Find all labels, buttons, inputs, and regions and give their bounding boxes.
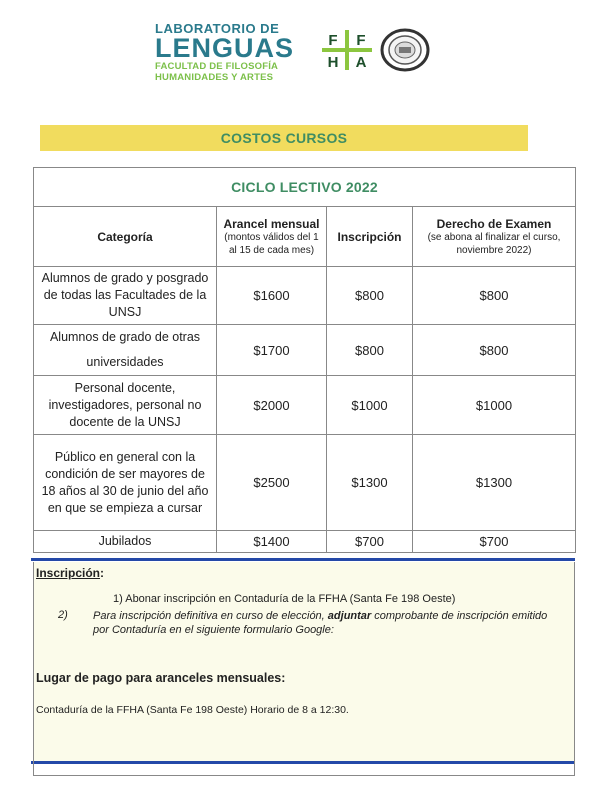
inscripcion-heading xyxy=(36,566,104,580)
row-inscripcion: $800 xyxy=(327,325,413,376)
row-categoria: Jubilados xyxy=(34,531,217,553)
row-examen: $1300 xyxy=(413,435,576,531)
header-inscripcion-label: Inscripción xyxy=(337,229,402,244)
table-row xyxy=(34,435,576,531)
row-inscripcion: $1000 xyxy=(327,376,413,435)
step-2-number: 2) xyxy=(58,609,68,621)
row-inscripcion: $1300 xyxy=(327,435,413,531)
logo-line-2: LENGUAS xyxy=(155,33,295,63)
row-examen: $800 xyxy=(413,267,576,325)
inscripcion-heading-text: Inscripción xyxy=(36,566,101,580)
university-seal-icon xyxy=(380,28,430,72)
bottom-divider xyxy=(31,761,575,764)
pricing-table xyxy=(33,167,576,553)
table-row xyxy=(34,267,576,325)
header-row xyxy=(34,207,576,267)
ffha-letter-f2: F xyxy=(356,32,366,49)
ciclo-lectivo-title: CICLO LECTIVO 2022 xyxy=(34,168,576,207)
row-categoria: Alumnos de grado y posgrado de todas las Facultades de la UNSJ xyxy=(34,267,217,325)
step-2-bold: adjuntar xyxy=(327,610,372,622)
ffha-letter-f1: F xyxy=(328,32,338,49)
header-arancel xyxy=(217,207,327,267)
row-categoria: Personal docente, investigadores, personal no docente de la UNSJ xyxy=(34,376,217,435)
step-1-text: 1) Abonar inscripción en Contaduría de la FFHA (Santa Fe 198 Oeste) xyxy=(113,593,456,605)
header-inscripcion xyxy=(327,207,413,267)
page-title: COSTOS CURSOS xyxy=(220,130,348,146)
row-categoria: Alumnos de grado de otras universidades xyxy=(34,325,217,376)
header-arancel-label: Arancel mensual xyxy=(223,216,320,231)
logo-line-1: LABORATORIO DE xyxy=(155,21,280,36)
row-examen: $800 xyxy=(413,325,576,376)
step-2-post: comprobante de inscripción emitido por Contaduría en el siguiente formulario Google: xyxy=(93,610,548,636)
inscripcion-heading-colon: : xyxy=(100,566,105,580)
row-arancel: $2000 xyxy=(217,376,327,435)
lugar-de-pago-text: Contaduría de la FFHA (Santa Fe 198 Oeste) Horario de 8 a 12:30. xyxy=(36,704,349,716)
logo-line-4: HUMANIDADES Y ARTES xyxy=(155,72,274,83)
ffha-letter-h: H xyxy=(327,54,339,70)
laboratorio-lenguas-logo xyxy=(155,22,305,83)
step-2-text xyxy=(93,609,563,637)
row-examen: $700 xyxy=(413,531,576,553)
row-categoria: Público en general con la condición de ser mayores de 18 años al 30 de junio del año en que se empieza a cursar xyxy=(34,435,217,531)
header-examen-label: Derecho de Examen xyxy=(436,216,552,231)
ffha-letter-a: A xyxy=(355,54,367,70)
row-examen: $1000 xyxy=(413,376,576,435)
table-row xyxy=(34,376,576,435)
ffha-logo xyxy=(322,30,372,70)
header-examen xyxy=(413,207,576,267)
lugar-de-pago-heading: Lugar de pago para aranceles mensuales: xyxy=(36,671,286,685)
costos-cursos-banner xyxy=(40,125,528,151)
table-row xyxy=(34,325,576,376)
row-arancel: $1700 xyxy=(217,325,327,376)
header-examen-note: (se abona al finalizar el curso, noviembre 2022) xyxy=(427,231,561,256)
row-arancel: $1600 xyxy=(217,267,327,325)
header-arancel-note: (montos válidos del 1 al 15 de cada mes) xyxy=(224,231,319,256)
top-divider xyxy=(31,558,575,561)
header-categoria-label: Categoría xyxy=(97,229,153,244)
page-header xyxy=(0,0,605,95)
table-row xyxy=(34,531,576,553)
row-arancel: $1400 xyxy=(217,531,327,553)
ciclo-row xyxy=(34,168,576,207)
step-2-pre: Para inscripción definitiva en curso de elección, xyxy=(93,610,328,622)
logo-line-3: FACULTAD DE FILOSOFÍA xyxy=(155,61,279,72)
row-inscripcion: $700 xyxy=(327,531,413,553)
info-panel xyxy=(33,562,575,761)
row-arancel: $2500 xyxy=(217,435,327,531)
row-inscripcion: $800 xyxy=(327,267,413,325)
header-categoria xyxy=(34,207,217,267)
